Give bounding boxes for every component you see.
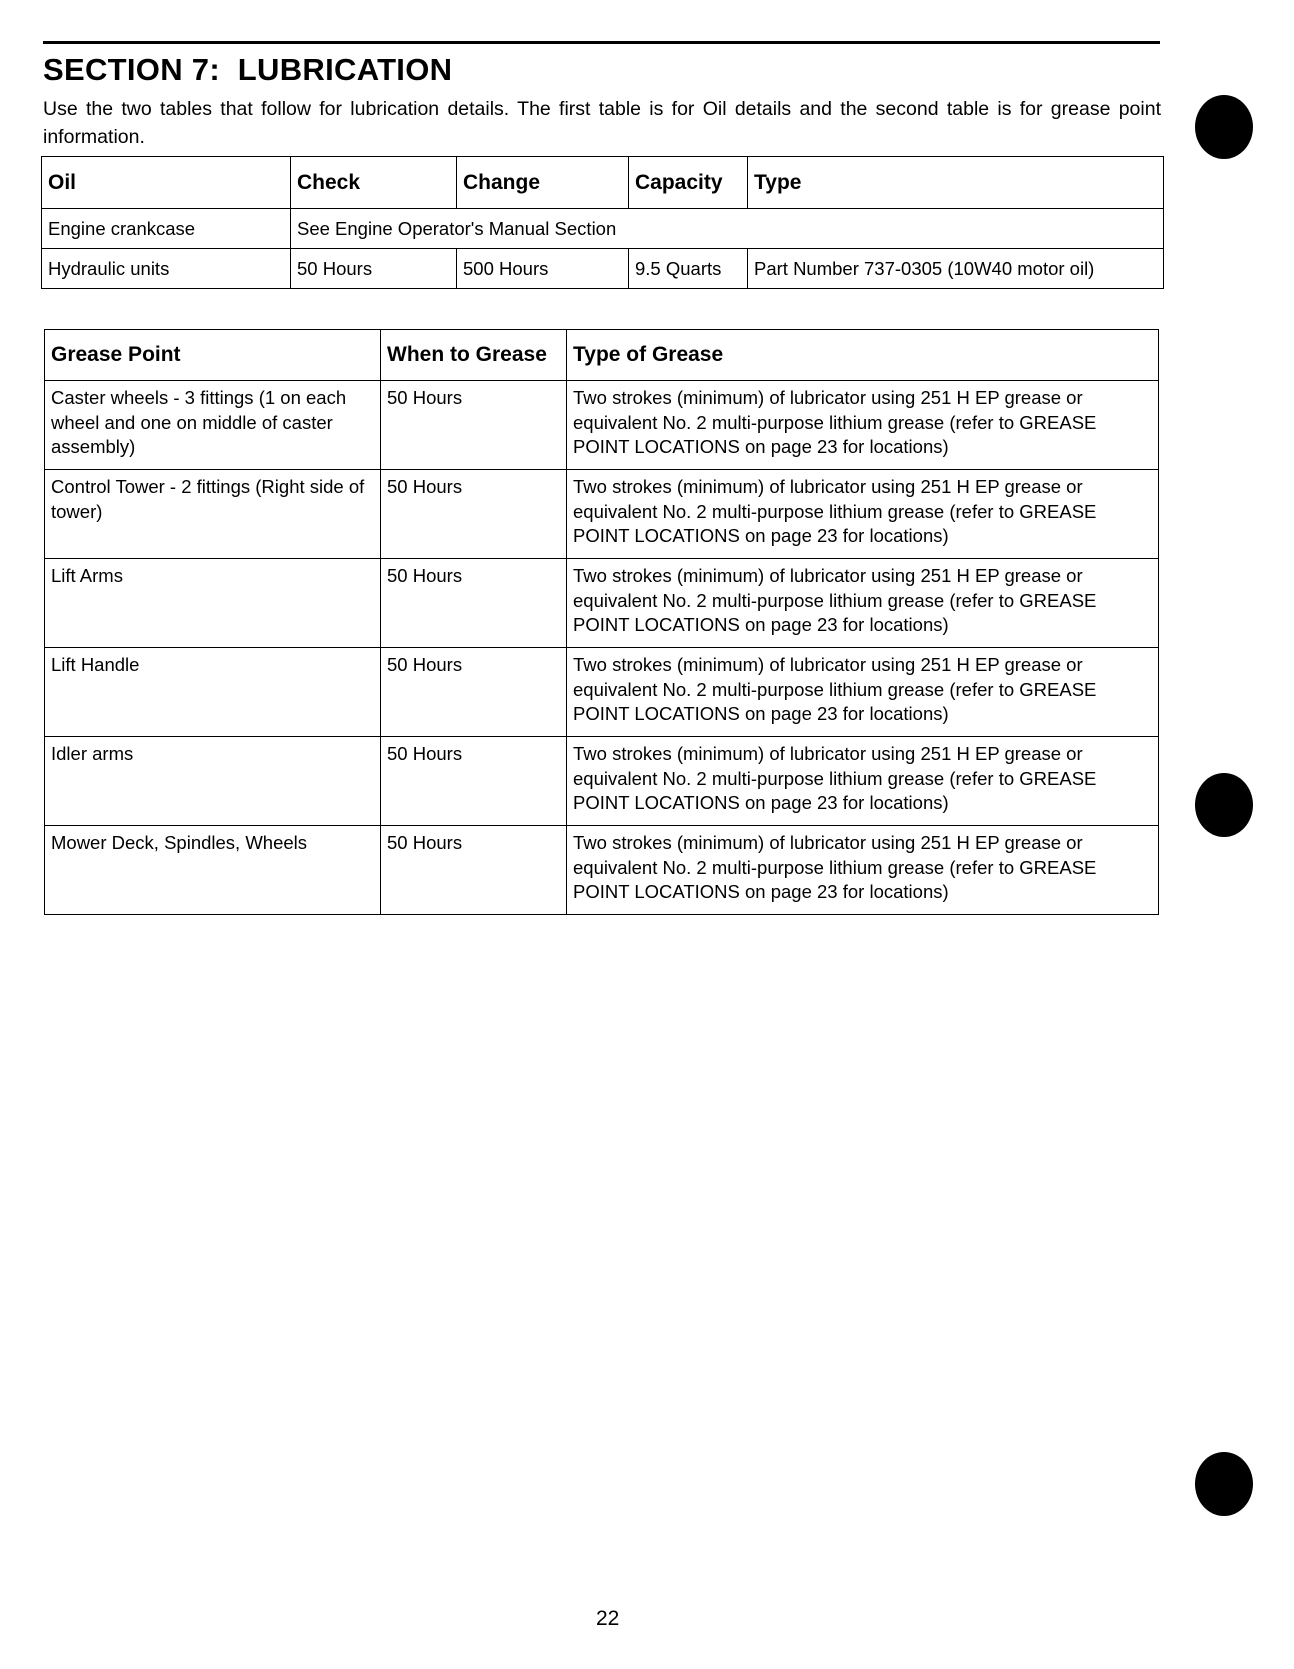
- grease-header-type: Type of Grease: [567, 330, 1159, 381]
- table-row: [42, 249, 1164, 289]
- intro-paragraph: Use the two tables that follow for lubrication details. The first table is for Oil details and the second table is for grease point information.: [43, 98, 1161, 148]
- grease-cell-point: Control Tower - 2 fittings (Right side of tower): [45, 470, 381, 559]
- grease-cell-type: Two strokes (minimum) of lubricator using 251 H EP grease or equivalent No. 2 multi-purpose lithium grease (refer to GREASE POINT LOCATIONS on page 23 for locations): [567, 381, 1159, 470]
- page-number: 22: [596, 1607, 620, 1630]
- oil-cell-span: See Engine Operator's Manual Section: [291, 209, 1164, 249]
- grease-header-point: Grease Point: [45, 330, 381, 381]
- oil-table: [41, 156, 1164, 289]
- grease-cell-point: Lift Handle: [45, 648, 381, 737]
- grease-cell-when: 50 Hours: [381, 648, 567, 737]
- table-row: [45, 559, 1159, 648]
- grease-cell-point: Lift Arms: [45, 559, 381, 648]
- grease-cell-when: 50 Hours: [381, 381, 567, 470]
- grease-cell-type: Two strokes (minimum) of lubricator using 251 H EP grease or equivalent No. 2 multi-purpose lithium grease (refer to GREASE POINT LOCATIONS on page 23 for locations): [567, 470, 1159, 559]
- section-title: SECTION 7: LUBRICATION: [43, 52, 453, 87]
- grease-table: [44, 329, 1159, 915]
- oil-header-oil: Oil: [42, 157, 291, 209]
- binder-hole-mark-middle: [1195, 773, 1253, 837]
- oil-cell-type: Part Number 737-0305 (10W40 motor oil): [748, 249, 1164, 289]
- table-row: [45, 648, 1159, 737]
- oil-header-type: Type: [748, 157, 1164, 209]
- oil-cell-change: 500 Hours: [457, 249, 629, 289]
- grease-table-header-row: [45, 330, 1159, 381]
- oil-cell-capacity: 9.5 Quarts: [629, 249, 748, 289]
- grease-cell-type: Two strokes (minimum) of lubricator using 251 H EP grease or equivalent No. 2 multi-purpose lithium grease (refer to GREASE POINT LOCATIONS on page 23 for locations): [567, 648, 1159, 737]
- oil-cell-check: 50 Hours: [291, 249, 457, 289]
- grease-header-when: When to Grease: [381, 330, 567, 381]
- oil-table-header-row: [42, 157, 1164, 209]
- grease-cell-point: Mower Deck, Spindles, Wheels: [45, 826, 381, 915]
- top-rule: [43, 41, 1160, 44]
- binder-hole-mark-top: [1195, 95, 1253, 159]
- grease-cell-when: 50 Hours: [381, 470, 567, 559]
- table-row: [45, 381, 1159, 470]
- oil-cell-name: Hydraulic units: [42, 249, 291, 289]
- table-row: [45, 470, 1159, 559]
- grease-cell-type: Two strokes (minimum) of lubricator using 251 H EP grease or equivalent No. 2 multi-purpose lithium grease (refer to GREASE POINT LOCATIONS on page 23 for locations): [567, 559, 1159, 648]
- grease-cell-point: Idler arms: [45, 737, 381, 826]
- grease-cell-type: Two strokes (minimum) of lubricator using 251 H EP grease or equivalent No. 2 multi-purpose lithium grease (refer to GREASE POINT LOCATIONS on page 23 for locations): [567, 737, 1159, 826]
- binder-hole-mark-bottom: [1195, 1452, 1253, 1516]
- oil-header-capacity: Capacity: [629, 157, 748, 209]
- grease-cell-when: 50 Hours: [381, 559, 567, 648]
- grease-cell-type: Two strokes (minimum) of lubricator using 251 H EP grease or equivalent No. 2 multi-purpose lithium grease (refer to GREASE POINT LOCATIONS on page 23 for locations): [567, 826, 1159, 915]
- table-row: [45, 826, 1159, 915]
- table-row: [42, 209, 1164, 249]
- grease-cell-when: 50 Hours: [381, 826, 567, 915]
- oil-header-check: Check: [291, 157, 457, 209]
- grease-cell-point: Caster wheels - 3 fittings (1 on each wheel and one on middle of caster assembly): [45, 381, 381, 470]
- oil-header-change: Change: [457, 157, 629, 209]
- grease-cell-when: 50 Hours: [381, 737, 567, 826]
- table-row: [45, 737, 1159, 826]
- oil-cell-name: Engine crankcase: [42, 209, 291, 249]
